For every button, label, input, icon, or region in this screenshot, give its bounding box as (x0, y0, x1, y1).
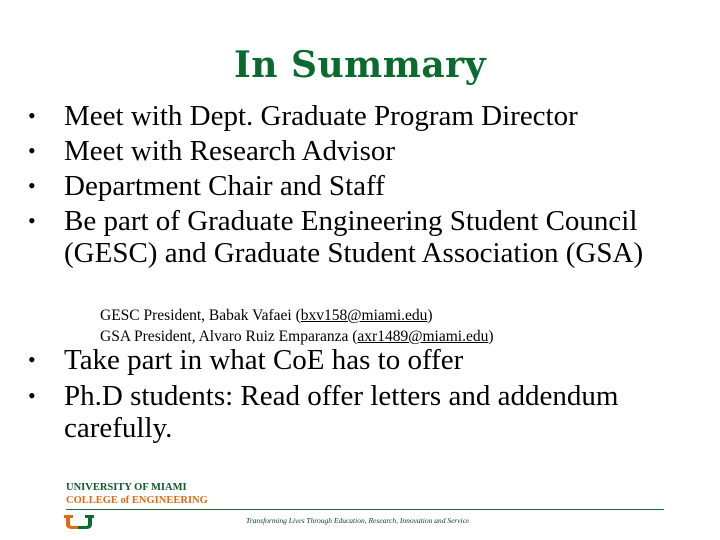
bullet-dot: • (28, 103, 36, 128)
gsa-email-link[interactable]: axr1489@miami.edu (357, 328, 489, 345)
bullet-text: Meet with Dept. Graduate Program Director (64, 100, 578, 132)
bullet-item (24, 135, 694, 167)
slide-title: In Summary (233, 44, 487, 86)
university-name: UNIVERSITY OF MIAMI (66, 482, 187, 493)
bullet-dot: • (28, 173, 36, 198)
u-logo-icon (64, 514, 94, 530)
bullet-text: Department Chair and Staff (64, 170, 385, 202)
contact-suffix: ) (427, 307, 433, 324)
bullet-item (24, 380, 694, 444)
bullet-dot: • (28, 383, 36, 408)
bullet-dot: • (28, 347, 36, 372)
gesc-email-link[interactable]: bxv158@miami.edu (300, 307, 428, 324)
bullet-text: Ph.D students: Read offer letters and addendum carefully. (64, 380, 619, 444)
bullet-item (24, 100, 694, 132)
bullet-dot: • (28, 138, 36, 163)
bullet-item (24, 205, 694, 269)
footer-branding (66, 481, 208, 507)
bullet-item (24, 170, 694, 202)
college-name: COLLEGE of ENGINEERING (66, 495, 208, 506)
contact-prefix: GSA President, Alvaro Ruiz Emparanza ( (100, 328, 358, 345)
bullet-list-2 (24, 344, 694, 448)
contact-suffix: ) (488, 328, 494, 345)
bullet-text: Take part in what CoE has to offer (64, 344, 464, 376)
bullet-item (24, 344, 694, 376)
gesc-contact-line (100, 305, 700, 326)
contact-prefix: GESC President, Babak Vafaei ( (100, 307, 301, 324)
bullet-dot: • (28, 208, 36, 233)
footer-divider (66, 509, 664, 510)
bullet-text: Be part of Graduate Engineering Student Council (GESC) and Graduate Student Association (GSA) (64, 205, 644, 269)
bullet-list (24, 100, 694, 272)
bullet-text: Meet with Research Advisor (64, 135, 396, 167)
footer-tagline: Transforming Lives Through Education, Research, Innovation and Service (246, 516, 470, 525)
council-contacts (100, 305, 700, 347)
